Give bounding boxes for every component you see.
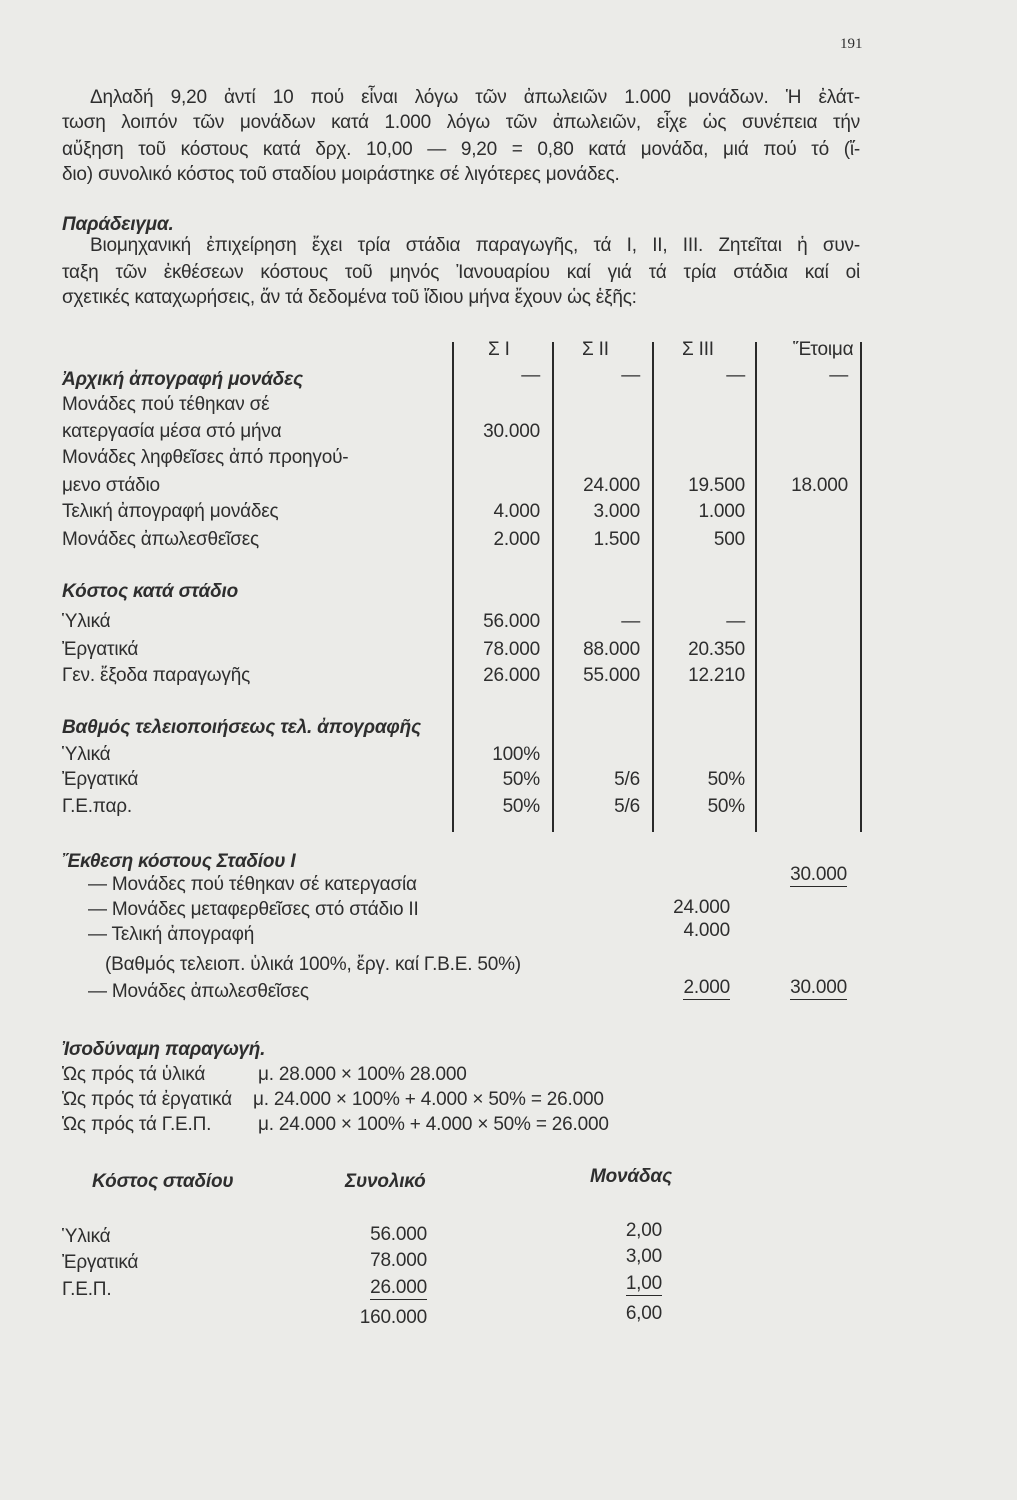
row-label: Βαθμός τελειοποιήσεως τελ. ἀπογραφῆς [62, 717, 421, 738]
stage-cost-total: 56.000 [370, 1224, 427, 1245]
stage-cost-label: Ἐργατικά [62, 1252, 139, 1273]
cell-value: 20.350 [688, 639, 745, 660]
report-line-label: — Τελική ἀπογραφή [88, 924, 255, 945]
report-value: 2.000 [683, 977, 730, 998]
row-label: μενο στάδιο [62, 475, 160, 496]
cell-value: 50% [502, 769, 540, 790]
stage-cost-header: Κόστος σταδίου [92, 1171, 234, 1192]
report-line-label: — Μονάδες μεταφερθεῖσες στό στάδιο II [88, 899, 419, 920]
stage-cost-label: Γ.Ε.Π. [62, 1279, 112, 1300]
cell-value: 5/6 [614, 796, 640, 817]
equivalent-calc: μ. 24.000 × 100% + 4.000 × 50% = 26.000 [253, 1089, 604, 1110]
cell-value: — [726, 611, 745, 632]
cell-value: 100% [492, 744, 540, 765]
row-label: Γ.Ε.παρ. [62, 796, 132, 817]
stage-cost-label: Ὑλικά [62, 1226, 111, 1247]
cell-value: 12.210 [688, 665, 745, 686]
cell-value: 3.000 [593, 501, 640, 522]
paragraph-line: αὔξηση τοῦ κόστους κατά δρχ. 10,00 — 9,20 = 0,80 κατά μονάδα, μιά πού τό (ἴ- [62, 139, 860, 160]
equivalent-label: Ὡς πρός τά ὑλικά [62, 1064, 206, 1085]
grand-total: 160.000 [359, 1307, 427, 1328]
stage-cost-unit: 1,00 [625, 1273, 662, 1294]
cell-value: 1.500 [593, 529, 640, 550]
paragraph-line: τωση λοιπόν τῶν μονάδων κατά 1.000 λόγω τῶν ἀπωλειῶν, εἶχε ὡς συνέπεια τήν [62, 112, 860, 133]
report-line-label: (Βαθμός τελειοπ. ὑλικά 100%, ἔργ. καί Γ.Β.Ε. 50%) [105, 954, 521, 975]
cell-value: 30.000 [483, 421, 540, 442]
cell-value: — [726, 365, 745, 386]
column-header: Σ I [488, 339, 510, 360]
row-label: Ἀρχική ἀπογραφή μονάδες [62, 369, 303, 390]
stage-cost-unit: 3,00 [625, 1246, 662, 1267]
stage-cost-total: 78.000 [370, 1250, 427, 1271]
report-total: 30.000 [790, 977, 847, 998]
column-divider [652, 342, 654, 832]
report-heading: Ἔκθεση κόστους Σταδίου I [62, 851, 296, 872]
cell-value: 24.000 [583, 475, 640, 496]
row-label: Μονάδες πού τέθηκαν σέ [62, 394, 270, 415]
cell-value: 2.000 [493, 529, 540, 550]
report-line-label: — Μονάδες ἀπωλεσθεῖσες [88, 981, 309, 1002]
row-label: Ὑλικά [62, 611, 111, 632]
row-label: Ἐργατικά [62, 639, 139, 660]
report-total: 30.000 [790, 864, 847, 885]
cell-value: 18.000 [791, 475, 848, 496]
cell-value: 500 [713, 529, 745, 550]
column-header: Ἕτοιμα [793, 339, 854, 360]
unit-total: 6,00 [625, 1303, 662, 1324]
paragraph-line: Δηλαδή 9,20 ἀντί 10 πού εἶναι λόγω τῶν ἀπωλειῶν 1.000 μονάδων. Ἡ ἐλάτ- [90, 87, 860, 108]
paragraph-line: Βιομηχανική ἐπιχείρηση ἔχει τρία στάδια παραγωγῆς, τά I, II, III. Ζητεῖται ἡ συν- [90, 235, 860, 256]
cell-value: 1.000 [698, 501, 745, 522]
paragraph-line: σχετικές καταχωρήσεις, ἄν τά δεδομένα τοῦ ἴδιου μήνα ἔχουν ὡς ἑξῆς: [62, 287, 637, 308]
row-label: Ἐργατικά [62, 769, 139, 790]
row-label: Γεν. ἔξοδα παραγωγῆς [62, 665, 251, 686]
cell-value: 19.500 [688, 475, 745, 496]
cell-value: 50% [502, 796, 540, 817]
cell-value: — [829, 365, 848, 386]
equivalent-calc: μ. 24.000 × 100% + 4.000 × 50% = 26.000 [258, 1114, 609, 1135]
row-label: Τελική ἀπογραφή μονάδες [62, 501, 279, 522]
paragraph-line: ταξη τῶν ἐκθέσεων κόστους τοῦ μηνός Ἰανουαρίου καί γιά τά τρία στάδια καί οἱ [62, 262, 860, 283]
stage-cost-unit: 2,00 [625, 1220, 662, 1241]
stage-cost-header: Μονάδας [590, 1166, 672, 1187]
cell-value: 5/6 [614, 769, 640, 790]
report-line-label: — Μονάδες πού τέθηκαν σέ κατεργασία [88, 874, 417, 895]
cell-value: 50% [707, 796, 745, 817]
stage-cost-total: 26.000 [370, 1277, 427, 1298]
report-value: 4.000 [683, 920, 730, 941]
row-label: Μονάδες ἀπωλεσθεῖσες [62, 529, 259, 550]
cell-value: 56.000 [483, 611, 540, 632]
equivalent-calc: μ. 28.000 × 100% 28.000 [258, 1064, 467, 1085]
cell-value: — [621, 365, 640, 386]
column-divider [452, 342, 454, 832]
report-value: 24.000 [673, 897, 730, 918]
column-divider [755, 342, 757, 832]
column-header: Σ III [682, 339, 714, 360]
cell-value: — [521, 365, 540, 386]
page-number: 191 [840, 36, 863, 52]
cell-value: 4.000 [493, 501, 540, 522]
row-label: Ὑλικά [62, 744, 111, 765]
column-divider [552, 342, 554, 832]
cell-value: 50% [707, 769, 745, 790]
column-divider [860, 342, 862, 832]
equivalent-label: Ὡς πρός τά Γ.Ε.Π. [62, 1114, 212, 1135]
row-label: κατεργασία μέσα στό μήνα [62, 421, 282, 442]
equivalent-heading: Ἰσοδύναμη παραγωγή. [62, 1039, 266, 1060]
row-label: Μονάδες ληφθεῖσες ἀπό προηγού- [62, 447, 349, 468]
row-label: Κόστος κατά στάδιο [62, 581, 239, 602]
cell-value: 26.000 [483, 665, 540, 686]
cell-value: 78.000 [483, 639, 540, 660]
stage-cost-header: Συνολικό [345, 1171, 426, 1192]
column-header: Σ II [582, 339, 609, 360]
example-heading: Παράδειγμα. [62, 214, 174, 235]
equivalent-label: Ὡς πρός τά ἐργατικά [62, 1089, 232, 1110]
paragraph-line: διο) συνολικό κόστος τοῦ σταδίου μοιράστηκε σέ λιγότερες μονάδες. [62, 164, 620, 185]
cell-value: 55.000 [583, 665, 640, 686]
cell-value: — [621, 611, 640, 632]
cell-value: 88.000 [583, 639, 640, 660]
